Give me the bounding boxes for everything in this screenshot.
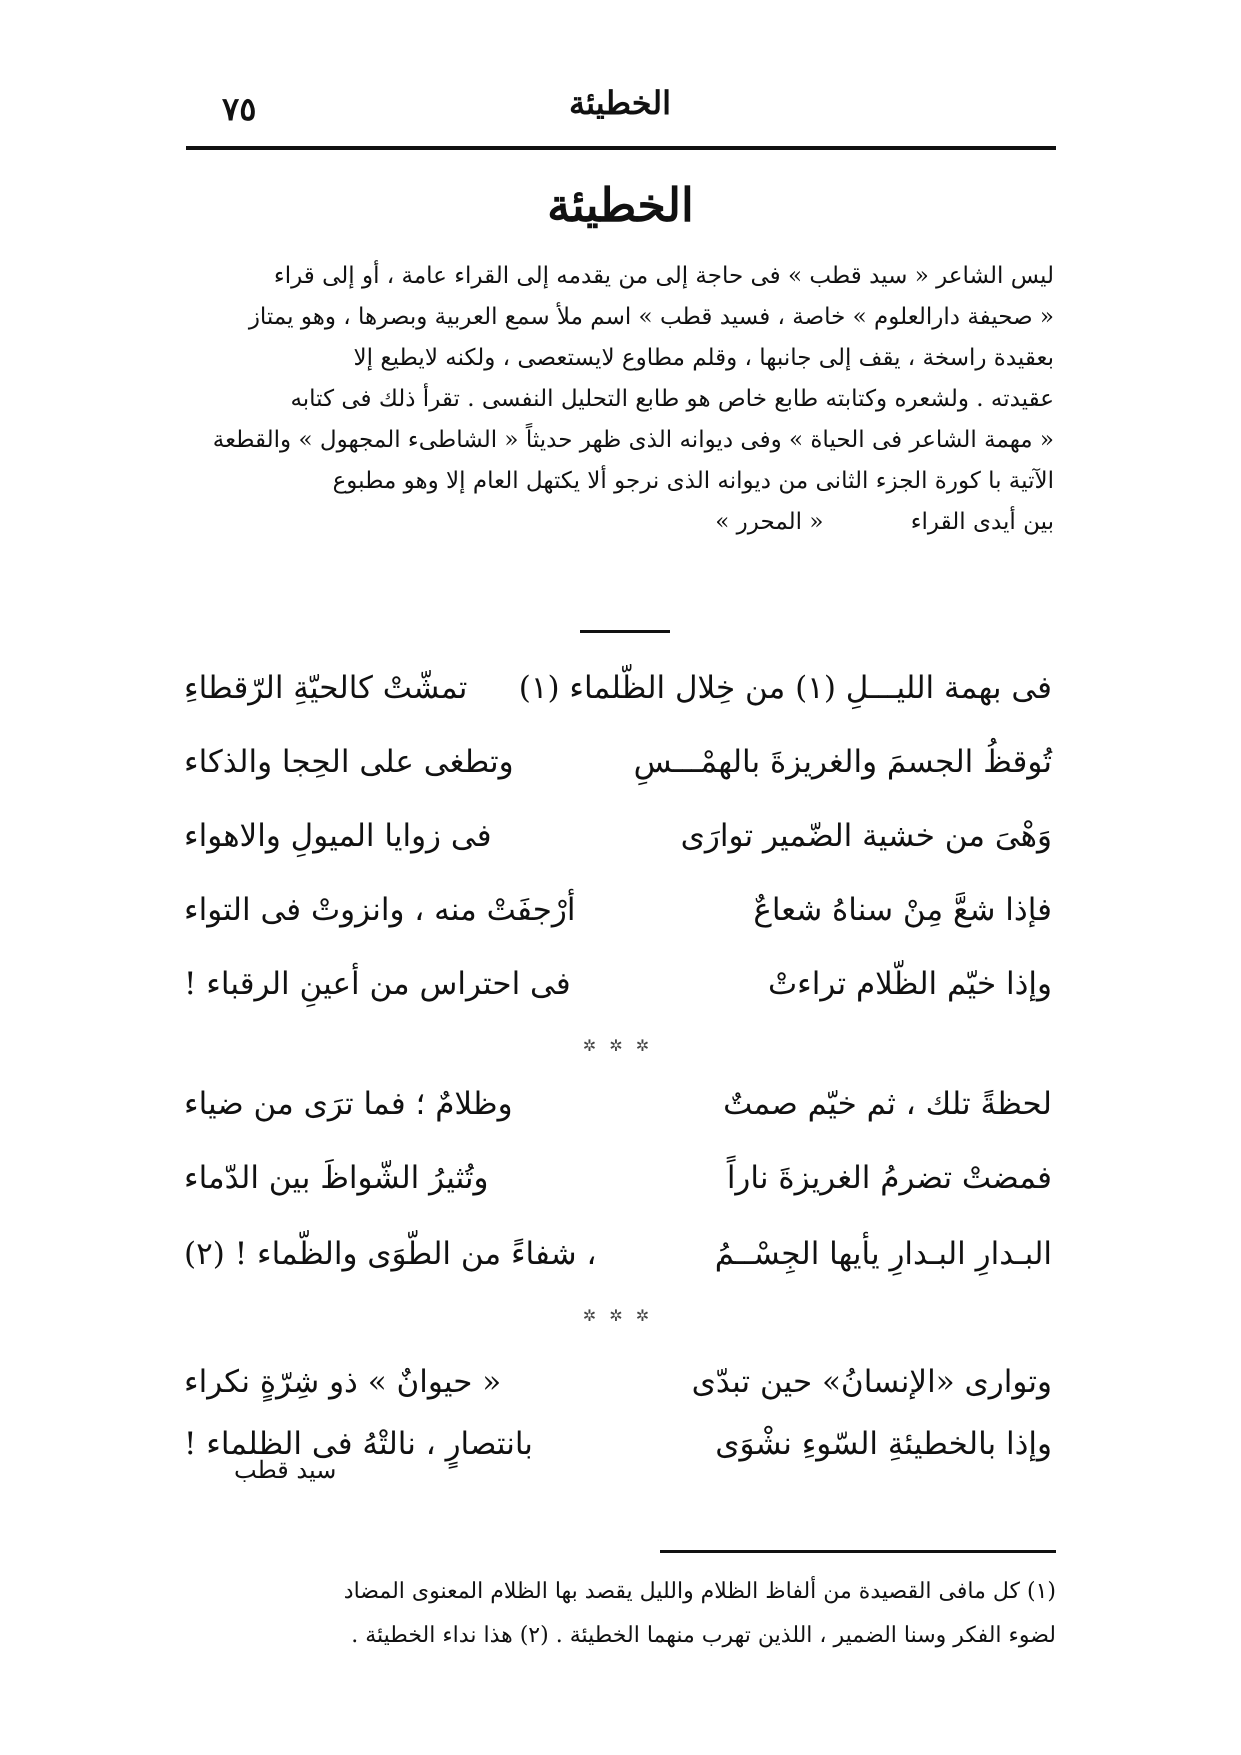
- poet-name: سيد قطب: [234, 1456, 337, 1484]
- hemistich-first: تُوقظُ الجسمَ والغريزةَ بالهمْـــسِ: [633, 744, 1052, 780]
- verse: [184, 1150, 1052, 1206]
- hemistich-second: ، شفاءً من الطّوَى والظّماء ! (٢): [184, 1236, 597, 1272]
- verse: [184, 660, 1052, 716]
- intro-last-line: [180, 502, 1054, 543]
- verse: [184, 1226, 1052, 1282]
- verse: [184, 956, 1052, 1012]
- stanza-separator: ✲ ✲ ✲: [582, 1036, 654, 1055]
- hemistich-second: وظلامٌ ؛ فما ترَى من ضياء: [184, 1086, 513, 1122]
- running-header: [0, 82, 1241, 132]
- hemistich-second: وتُثيرُ الشّواظَ بين الدّماء: [184, 1160, 489, 1196]
- verse: [184, 1354, 1052, 1410]
- hemistich-first: فمضتْ تضرمُ الغريزةَ ناراً: [726, 1160, 1052, 1196]
- hemistich-second: فى زوايا الميولِ والاهواء: [184, 818, 492, 854]
- hemistich-second: تمشّتْ كالحيّةِ الرّقطاءِ: [184, 670, 468, 706]
- hemistich-first: البـدارِ البـدارِ يأيها الجِسْــمُ: [714, 1236, 1052, 1272]
- hemistich-first: وَهْىَ من خشية الضّمير توارَى: [680, 818, 1052, 854]
- footnotes: [180, 1570, 1056, 1658]
- hemistich-second: فى احتراس من أعينِ الرقباء !: [184, 966, 571, 1002]
- hemistich-first: وإذا بالخطيئةِ السّوءِ نشْوَى: [715, 1426, 1052, 1462]
- intro-line: بين أيدى القراء: [910, 509, 1054, 535]
- footnote-rule: [660, 1550, 1056, 1553]
- intro-line: بعقيدة راسخة ، يقف إلى جانبها ، وقلم مطاوع لايستعصى ، ولكنه لايطيع إلا: [353, 345, 1054, 371]
- stanza-separator: ✲ ✲ ✲: [582, 1306, 654, 1325]
- footnote: لضوء الفكر وسنا الضمير ، اللذين تهرب منهما الخطيئة . (٢) هذا نداء الخطيئة .: [351, 1623, 1056, 1648]
- hemistich-second: « حيوانٌ » ذو شِرّةٍ نكراء: [184, 1364, 502, 1400]
- intro-paragraph: [180, 256, 1054, 543]
- footnote: (١) كل مافى القصيدة من ألفاظ الظلام والليل يقصد بها الظلام المعنوى المضاد: [343, 1579, 1056, 1604]
- hemistich-first: وإذا خيّم الظّلام تراءتْ: [768, 966, 1052, 1002]
- verse: [184, 882, 1052, 938]
- verse: [184, 734, 1052, 790]
- chapter-title: الخطيئة: [547, 178, 694, 232]
- hemistich-first: فى بهمة الليـــلِ (١) من خِلال الظّلماء (١): [518, 670, 1052, 706]
- verse: [184, 1076, 1052, 1132]
- intro-line: الآتية با كورة الجزء الثانى من ديوانه الذى نرجو ألا يكتهل العام إلا وهو مطبوع: [332, 468, 1054, 494]
- poet-signature: [184, 1456, 1052, 1484]
- hemistich-first: لحظةً تلك ، ثم خيّم صمتٌ: [723, 1086, 1052, 1122]
- editor-signature: « المحرر »: [715, 509, 824, 535]
- verse: [184, 808, 1052, 864]
- intro-line: عقيدته . ولشعره وكتابته طابع خاص هو طابع التحليل النفسى . تقرأ ذلك فى كتابه: [290, 386, 1054, 412]
- hemistich-first: فإذا شعَّ مِنْ سناهُ شعاعٌ: [753, 892, 1052, 928]
- intro-line: ليس الشاعر « سيد قطب » فى حاجة إلى من يقدمه إلى القراء عامة ، أو إلى قراء: [273, 263, 1054, 289]
- hemistich-second: بانتصارٍ ، نالتْهُ فى الظلماء !: [184, 1426, 533, 1462]
- hemistich-first: وتوارى «الإنسانُ» حين تبدّى: [691, 1364, 1052, 1400]
- intro-line: « مهمة الشاعر فى الحياة » وفى ديوانه الذى ظهر حديثاً « الشاطىء المجهول » والقطعة: [212, 427, 1054, 453]
- hemistich-second: أرْجفَتْ منه ، وانزوتْ فى التواء: [184, 892, 576, 928]
- intro-line: « صحيفة دارالعلوم » خاصة ، فسيد قطب » اسم ملأ سمع العربية وبصرها ، وهو يمتاز: [248, 304, 1054, 330]
- header-rule: [186, 146, 1056, 150]
- section-divider: [580, 630, 670, 633]
- hemistich-second: وتطغى على الحِجا والذكاء: [184, 744, 514, 780]
- running-title: الخطيئة: [568, 84, 671, 122]
- page-number: ٧٥: [222, 90, 257, 128]
